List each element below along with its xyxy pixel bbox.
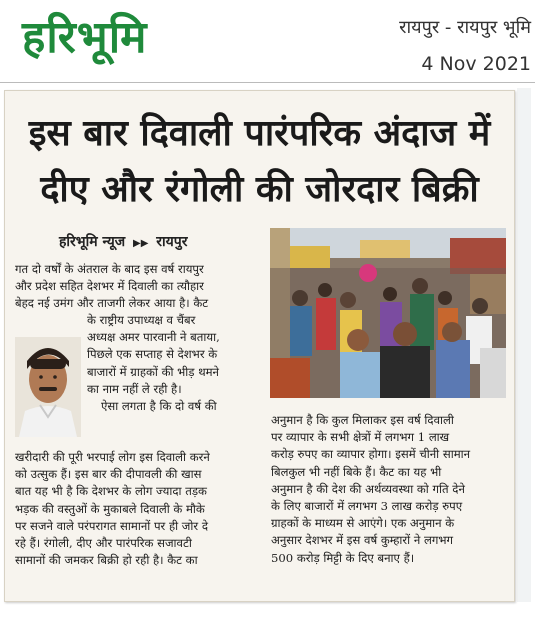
margin-strip	[517, 88, 531, 602]
left-column-bottom	[15, 449, 259, 569]
text-line: बाजारों में ग्राहकों की भीड़ थमने	[87, 364, 219, 379]
byline-source: हरिभूमि न्यूज	[59, 234, 126, 250]
byline-arrow-icon: ▶▶	[133, 238, 149, 249]
text-line: बात यह भी है कि देशभर के लोग ज्यादा तड़क	[15, 484, 207, 499]
byline	[59, 232, 187, 251]
byline-city: रायपुर	[156, 234, 188, 250]
text-line: करोड़ रुपए का व्यापार होगा। इसमें चीनी सामान	[271, 447, 471, 462]
text-line: को उत्सुक हैं। इस बार की दीपावली की खास	[15, 467, 202, 482]
article-clipping	[4, 90, 515, 602]
text-line: के राष्ट्रीय उपाध्यक्ष व चैंबर	[87, 313, 196, 327]
text-line: अनुमान है की देश की अर्थव्यवस्था को गति देने	[271, 481, 465, 496]
text-line: और प्रदेश सहित देशभर में दिवाली का त्यौहार	[15, 279, 204, 294]
text-line: गत दो वर्षों के अंतराल के बाद इस वर्ष रायपुर	[15, 262, 204, 276]
text-line: पिछले एक सप्ताह से देशभर के	[87, 347, 218, 362]
text-line: का नाम नहीं ले रही है।	[87, 381, 182, 396]
text-line: पर व्यापार के सभी क्षेत्रों में लगभग 1 लाख	[271, 430, 450, 445]
text-line: बिलकुल भी नहीं बिके हैं। कैट का यह भी	[271, 464, 442, 479]
text-line: पर सजने वाले परंपरागत सामानों पर ही जोर दे	[15, 518, 208, 533]
left-column-top	[15, 261, 259, 313]
publication-date: 4 Nov 2021	[421, 53, 531, 75]
text-line: ग्राहकों के माध्यम से आएंगे। एक अनुमान के	[271, 516, 455, 531]
newspaper-logo[interactable]: हरिभूमि	[22, 12, 148, 63]
text-line: अध्यक्ष अमर पारवानी ने बताया,	[87, 330, 220, 345]
text-line: अनुमान है कि कुल मिलाकर इस वर्ष दिवाली	[271, 413, 454, 427]
headline-line-2: दीए और रंगोली की जोरदार बिक्री	[40, 169, 479, 210]
text-line: 500 करोड़ मिट्टी के दिए बनाए हैं।	[271, 550, 415, 565]
text-line: ऐसा लगता है कि दो वर्ष की	[101, 399, 217, 414]
edition-label: रायपुर - रायपुर भूमि	[399, 17, 531, 38]
right-column	[271, 412, 507, 567]
page-header	[0, 0, 535, 83]
text-line: अनुसार देशभर में इस वर्ष कुम्हारों ने लगभग	[271, 533, 454, 548]
text-line: भड़क की वस्तुओं के मुकाबले दिवाली के मौके	[15, 501, 205, 516]
text-line: रहे हैं। रंगोली, दीए और पारंपरिक सजावटी	[15, 536, 192, 551]
left-column-wrapped	[87, 312, 259, 415]
text-line: सामानों की जमकर बिक्री हो रही है। कैट का	[15, 553, 198, 568]
author-portrait	[15, 337, 81, 437]
headline-line-1: इस बार दिवाली पारंपरिक अंदाज में	[28, 113, 491, 154]
bottom-margin	[0, 606, 535, 632]
text-line: के लिए बाजारों में लगभग 3 लाख करोड़ रुपए	[271, 499, 463, 514]
text-line: बेहद नई उमंग और ताजगी लेकर आया है। कैट	[15, 296, 209, 311]
market-crowd-photo	[270, 228, 506, 398]
text-line: खरीदारी की पूरी भरपाई लोग इस दिवाली करने	[15, 450, 210, 464]
